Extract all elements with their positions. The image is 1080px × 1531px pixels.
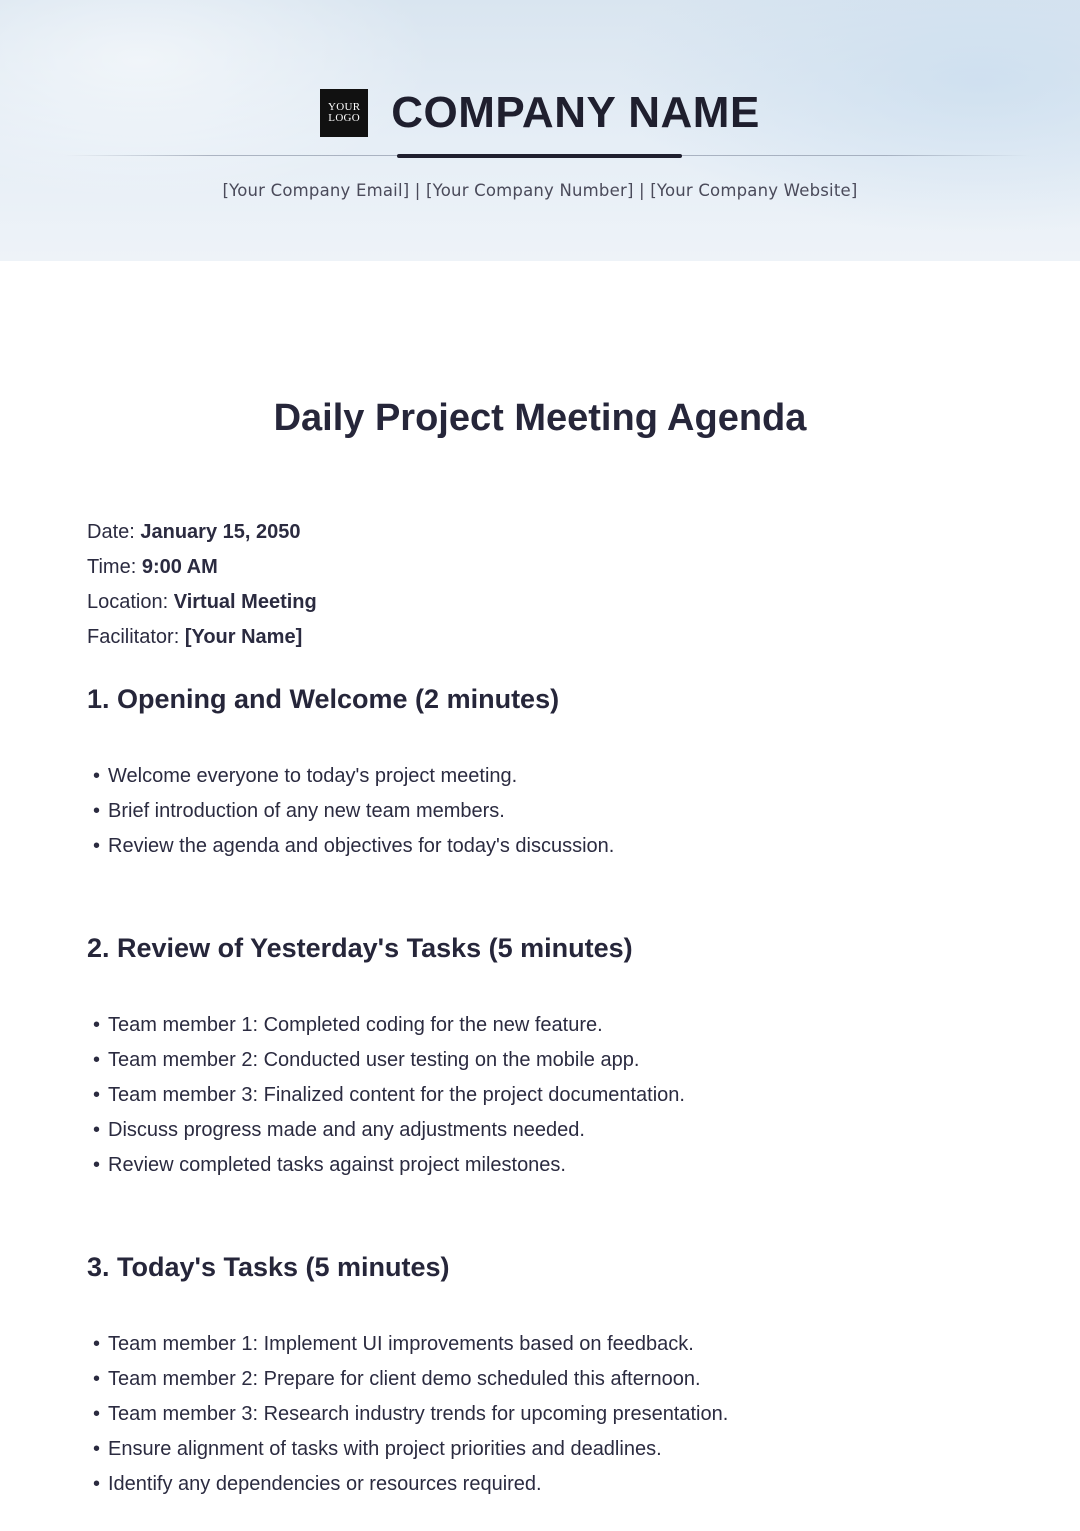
bullet-icon: • [93,1154,101,1176]
list-item: • Team member 1: Implement UI improvements based on feedback. [93,1327,728,1362]
logo-text-line2: LOGO [328,112,361,124]
meeting-location [87,585,317,620]
meeting-date [87,515,317,550]
company-contact-line: [Your Company Email] | [Your Company Number] | [Your Company Website] [222,181,858,200]
section-list-today [93,1327,728,1502]
bullet-icon: • [93,1084,101,1106]
time-label: Time: [87,556,142,578]
list-item: • Discuss progress made and any adjustments needed. [93,1113,685,1148]
list-item: • Brief introduction of any new team members. [93,794,614,829]
bullet-icon: • [93,1119,101,1141]
header-accent-bar [397,154,682,158]
facilitator-label: Facilitator: [87,626,185,648]
time-value: 9:00 AM [141,556,218,578]
list-item: • Team member 1: Completed coding for the new feature. [93,1008,685,1043]
bullet-icon: • [93,1014,101,1036]
list-item: • Team member 3: Finalized content for the project documentation. [93,1078,685,1113]
list-item: • Team member 3: Research industry trends for upcoming presentation. [93,1397,728,1432]
date-label: Date: [87,521,141,543]
list-item: • Identify any dependencies or resources required. [93,1467,728,1502]
meeting-facilitator [87,620,317,655]
bullet-icon: • [93,1333,101,1355]
letterhead [0,0,1080,261]
bullet-icon: • [93,800,101,822]
bullet-icon: • [93,1368,101,1390]
section-title-yesterday: 2. Review of Yesterday's Tasks (5 minutes) [87,933,633,963]
bullet-icon: • [93,835,101,857]
bullet-icon: • [93,1473,101,1495]
document-title: Daily Project Meeting Agenda [273,397,807,439]
list-item: • Ensure alignment of tasks with project priorities and deadlines. [93,1432,728,1467]
list-item: • Team member 2: Prepare for client demo scheduled this afternoon. [93,1362,728,1397]
meeting-details [87,515,317,655]
brand-block [0,88,1080,138]
company-logo [320,89,368,137]
bullet-icon: • [93,765,101,787]
list-item: • Team member 2: Conducted user testing on the mobile app. [93,1043,685,1078]
bullet-icon: • [93,1049,101,1071]
meeting-time [87,550,317,585]
location-label: Location: [87,591,174,613]
date-value: January 15, 2050 [140,521,301,543]
section-list-yesterday [93,1008,685,1183]
list-item: • Review completed tasks against project milestones. [93,1148,685,1183]
facilitator-value: [Your Name] [184,626,303,648]
bullet-icon: • [93,1438,101,1460]
section-title-opening: 1. Opening and Welcome (2 minutes) [87,684,560,714]
list-item: • Welcome everyone to today's project meeting. [93,759,614,794]
bullet-icon: • [93,1403,101,1425]
list-item: • Review the agenda and objectives for today's discussion. [93,829,614,864]
section-title-today: 3. Today's Tasks (5 minutes) [87,1252,450,1282]
company-name: COMPANY NAME [391,88,760,137]
logo-text-line1: YOUR [328,101,361,113]
section-list-opening [93,759,614,864]
location-value: Virtual Meeting [173,591,317,613]
